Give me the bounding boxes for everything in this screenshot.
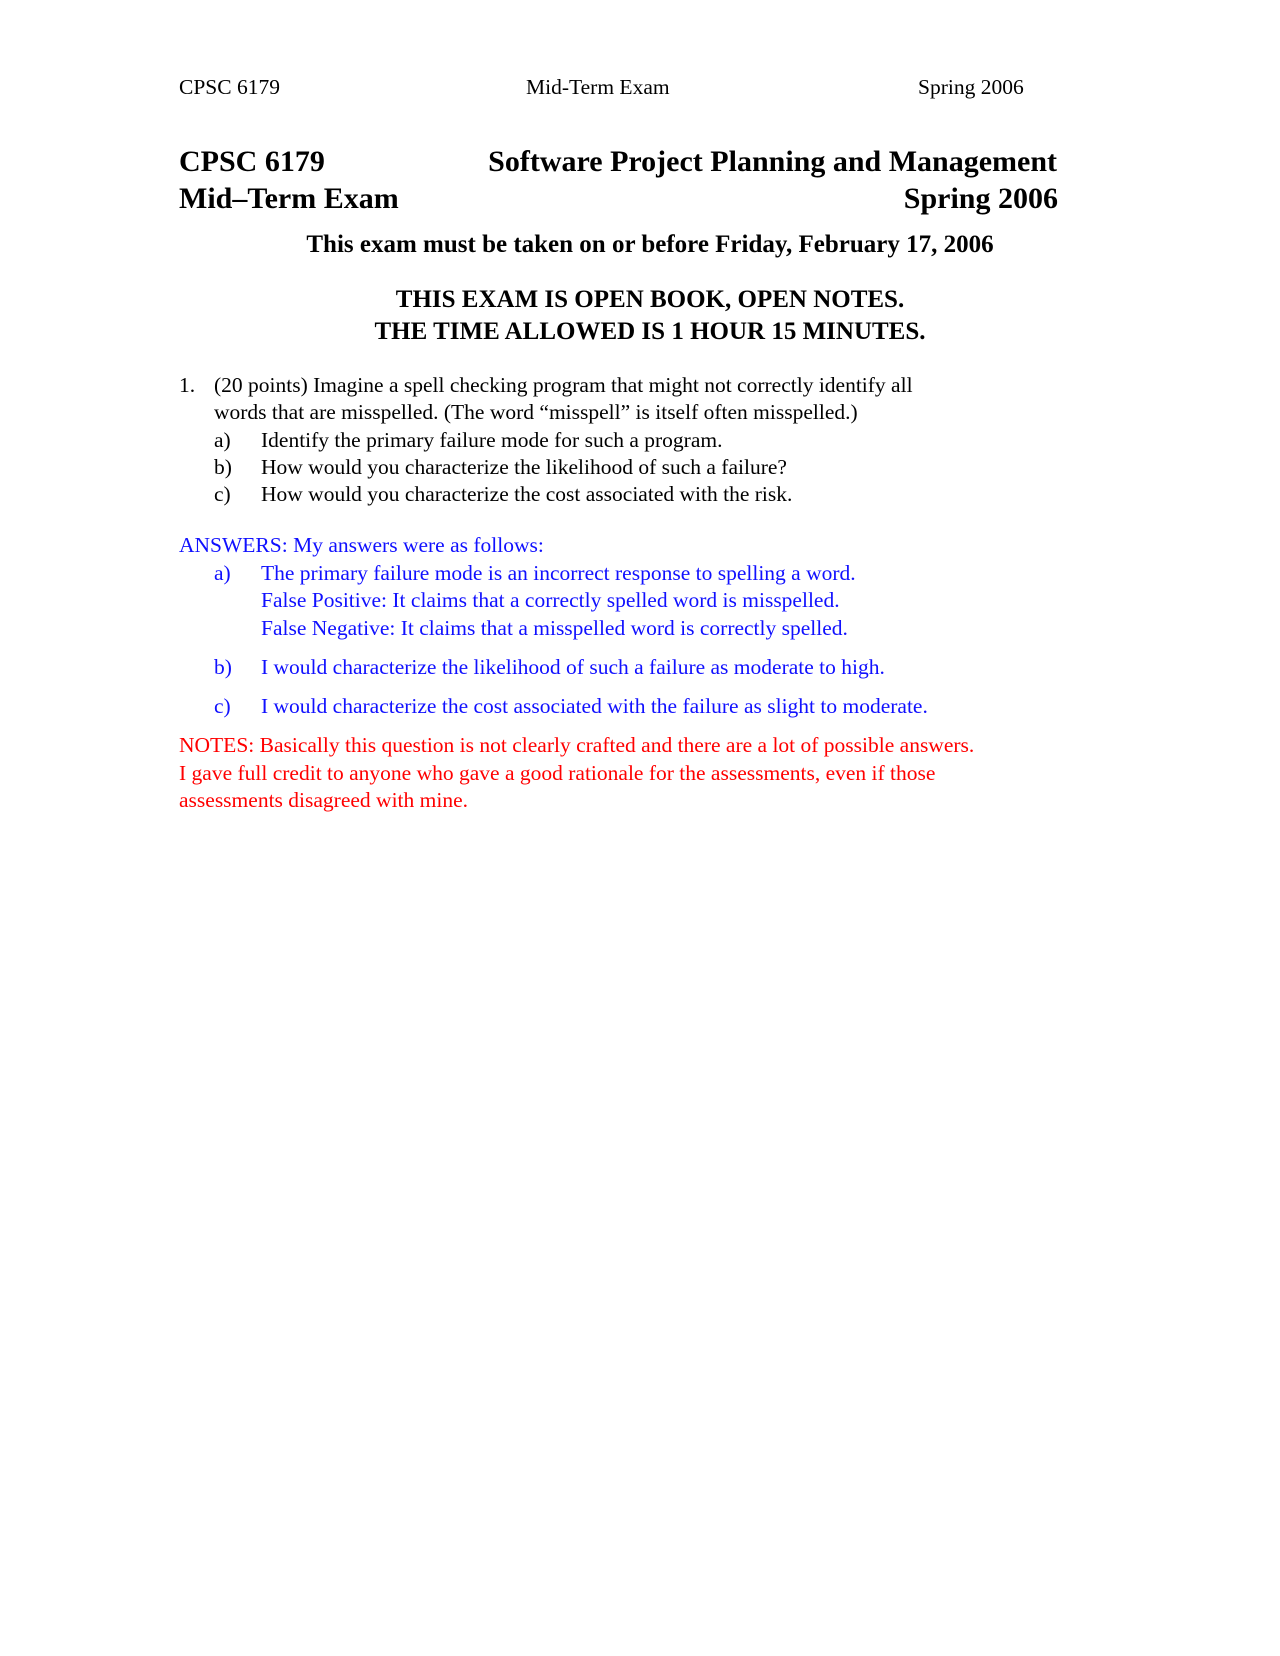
- notes-text: NOTES: Basically this question is not clearly crafted and there are a lot of possible answers.: [179, 733, 975, 757]
- deadline: This exam must be taken on or before Friday, February 17, 2006: [306, 231, 994, 258]
- answer-text: I would characterize the likelihood of such a failure as moderate to high.: [261, 655, 885, 679]
- title-exam: Mid–Term Exam: [179, 182, 399, 215]
- question-number: 1.: [179, 373, 196, 397]
- rule-open-book: THIS EXAM IS OPEN BOOK, OPEN NOTES.: [395, 286, 905, 313]
- answer-label: b): [214, 655, 232, 679]
- question-text: words that are misspelled. (The word “misspell” is itself often misspelled.): [214, 400, 858, 424]
- notes-text: assessments disagreed with mine.: [179, 788, 469, 812]
- title-term: Spring 2006: [903, 182, 1058, 215]
- notes-text: I gave full credit to anyone who gave a good rationale for the assessments, even if those: [179, 761, 936, 785]
- answer-label: c): [214, 694, 231, 718]
- header-exam: Mid-Term Exam: [526, 75, 670, 99]
- part-label: c): [214, 482, 231, 506]
- part-label: b): [214, 455, 232, 479]
- answer-text: False Positive: It claims that a correctly spelled word is misspelled.: [261, 588, 840, 612]
- header-course: CPSC 6179: [179, 75, 280, 99]
- header-term: Spring 2006: [918, 75, 1024, 99]
- part-text: Identify the primary failure mode for such a program.: [261, 428, 723, 452]
- part-text: How would you characterize the likelihood of such a failure?: [261, 455, 787, 479]
- answer-text: The primary failure mode is an incorrect response to spelling a word.: [261, 561, 856, 585]
- answer-text: False Negative: It claims that a misspelled word is correctly spelled.: [261, 616, 848, 640]
- question-text: (20 points) Imagine a spell checking program that might not correctly identify all: [214, 373, 913, 397]
- part-text: How would you characterize the cost associated with the risk.: [261, 482, 793, 506]
- rule-time: THE TIME ALLOWED IS 1 HOUR 15 MINUTES.: [374, 318, 926, 345]
- answers-heading: ANSWERS: My answers were as follows:: [179, 533, 544, 557]
- answer-text: I would characterize the cost associated with the failure as slight to moderate.: [261, 694, 928, 718]
- answer-label: a): [214, 561, 231, 585]
- title-course-name: Software Project Planning and Management: [488, 145, 1057, 178]
- title-course: CPSC 6179: [179, 145, 325, 178]
- part-label: a): [214, 428, 231, 452]
